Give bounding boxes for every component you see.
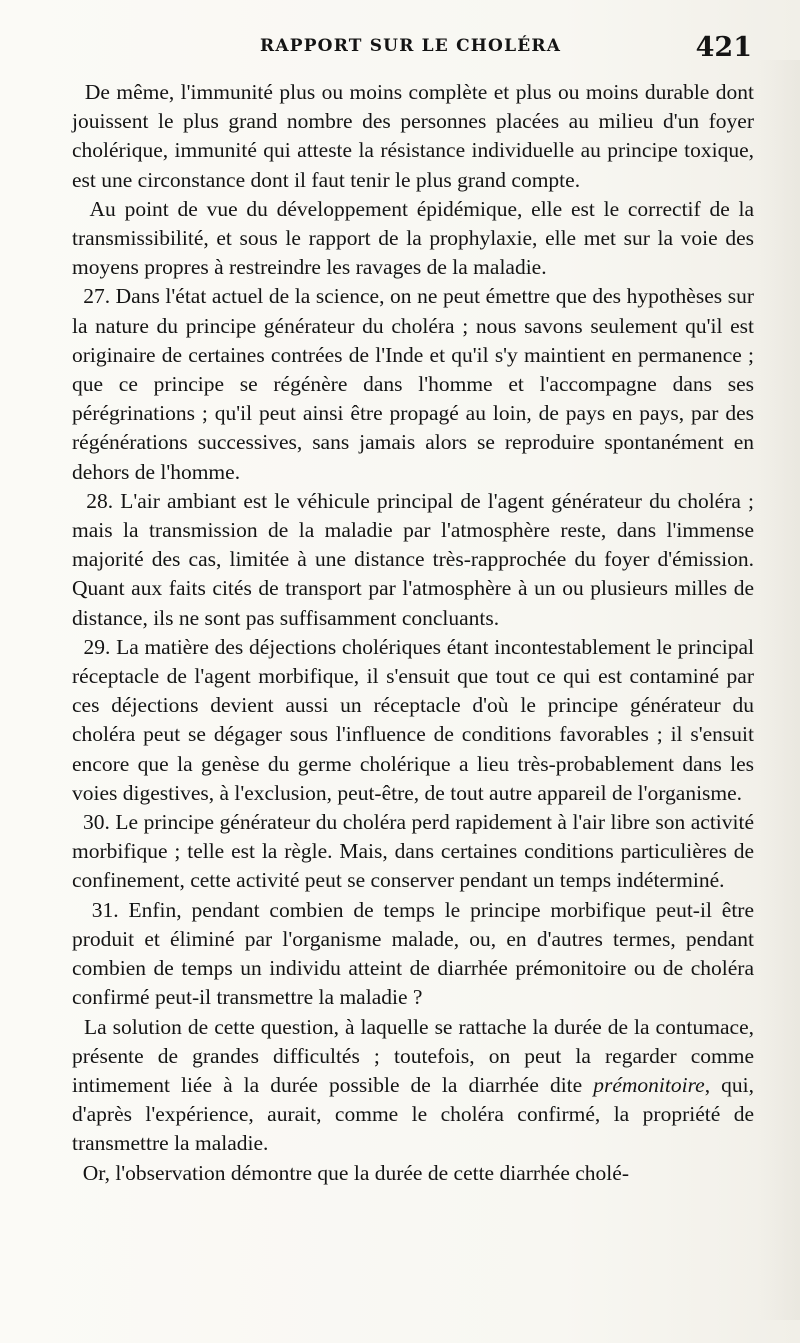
paragraph: [72, 487, 754, 633]
paragraph-text: La matière des déjections cholériques étant incontestablement le principal réceptacle de l'agent morbifique, il s'ensuit que tout ce qui est contaminé par ces déjections devient aussi un réceptacle d'où le principe générateur du choléra peut se dégager sous l'influence de conditions favorables ; il s'ensuit encore que la genèse du germe cholérique a lieu très-probablement dans les voies digestives, à l'exclusion, peut-être, de tout autre appareil de l'organisme.: [72, 634, 755, 805]
page-header: [74, 32, 752, 76]
running-head: RAPPORT SUR LE CHOLÉRA: [260, 36, 562, 56]
paragraph-text: , qui, d'après l'expérience, aurait, comme le choléra confirmé, la propriété de transmettre la maladie.: [72, 1072, 754, 1156]
paragraph: [72, 808, 754, 896]
italic-term: prémonitoire: [593, 1072, 705, 1097]
paragraph: [72, 633, 754, 808]
paragraph: [72, 78, 754, 195]
bleed-through-shadow: [756, 60, 800, 1320]
paragraph-text: Or, l'observation démontre que la durée de cette diarrhée cholé-: [82, 1160, 629, 1185]
paragraph-text: Dans l'état actuel de la science, on ne peut émettre que des hypothèses sur la nature du principe générateur du choléra ; nous savons seulement qu'il est originaire de certaines contrées de l'Inde et qu'il s'y maintient en permanence ; que ce principe se régénère dans l'homme et l'accompagne dans ses pérégrinations ; qu'il peut ainsi être propagé au loin, de pays en pays, par des régénérations successives, sans jamais alors se reproduire spontanément en dehors de l'homme.: [72, 284, 754, 484]
paragraph-text: La solution de cette question, à laquelle se rattache la durée de la contumace, présente de grandes difficultés ; toutefois, on peut la regarder comme intimement liée à la durée possible de la diarrhée dite: [72, 1014, 755, 1097]
paragraph-text: Le principe générateur du choléra perd rapidement à l'air libre son activité morbifique ; telle est la règle. Mais, dans certaines conditions particulières de confinement, cette activité peut se conserver pendant un temps indéterminé.: [72, 810, 755, 893]
page-number: 421: [695, 32, 752, 63]
paragraph: [72, 282, 754, 486]
paragraph: [72, 896, 754, 1013]
paragraph-number: 27.: [83, 284, 111, 309]
paragraph: [72, 1013, 754, 1159]
paragraph-number: 31.: [91, 897, 119, 922]
paragraph: [72, 195, 754, 283]
paragraph-number: 28.: [86, 488, 114, 513]
paragraph-number: 30.: [83, 810, 110, 835]
paragraph-text: Enfin, pendant combien de temps le principe morbifique peut-il être produit et éliminé par l'organisme malade, ou, en d'autres termes, pendant combien de temps un individu atteint de diarrhée prémonitoire ou de choléra confirmé peut-il transmettre la maladie ?: [72, 897, 755, 1010]
paragraph-text: L'air ambiant est le véhicule principal de l'agent générateur du choléra ; mais la transmission de la maladie par l'atmosphère reste, dans l'immense majorité des cas, limitée à une distance très-rapprochée du foyer d'émission. Quant aux faits cités de transport par l'atmosphère à un ou plusieurs milles de distance, ils ne sont pas suffisamment concluants.: [72, 488, 755, 630]
paragraph-text: Au point de vue du développement épidémique, elle est le correctif de la transmissibilité, et sous le rapport de la prophylaxie, elle met sur la voie des moyens propres à restreindre les ravages de la maladie.: [72, 196, 755, 280]
paragraph-text: De même, l'immunité plus ou moins complète et plus ou moins durable dont jouissent le plus grand nombre des personnes placées au milieu d'un foyer cholérique, immunité qui atteste la résistance individuelle au principe toxique, est une circonstance dont il faut tenir le plus grand compte.: [72, 80, 754, 192]
paragraph: [72, 1159, 754, 1188]
paragraph-number: 29.: [83, 634, 111, 659]
body-text: [72, 78, 754, 1188]
